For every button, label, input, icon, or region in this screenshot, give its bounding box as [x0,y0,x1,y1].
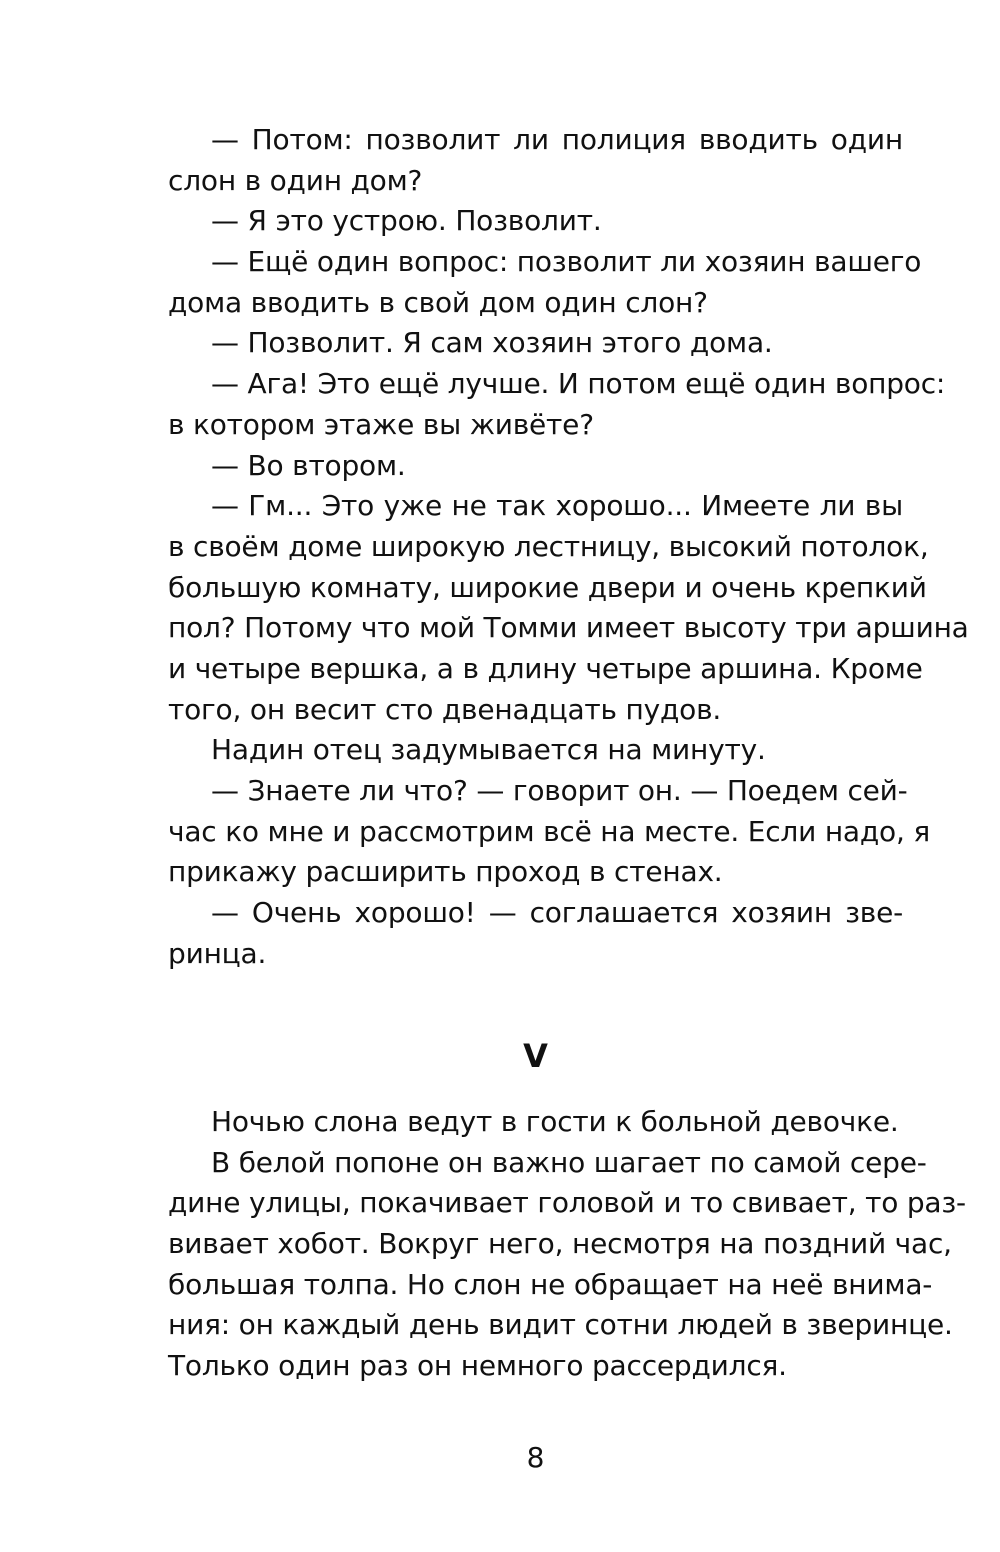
text-line: — Гм... Это уже не так хорошо... Имеете ли вы [211,489,903,523]
text-line: вивает хобот. Вокруг него, несмотря на поздний час, [168,1227,952,1261]
text-line: большую комнату, широкие двери и очень крепкий [168,570,927,604]
text-line: прикажу расширить проход в стенах. [168,855,723,889]
text-line: дине улицы, покачивает головой и то свивает, то раз- [168,1186,966,1220]
text-line: — Позволит. Я сам хозяин этого дома. [211,326,773,360]
text-line: Надин отец задумывается на минуту. [211,733,766,767]
text-line: и четыре вершка, а в длину четыре аршина. Кроме [168,651,923,685]
text-line: в своём доме широкую лестницу, высокий потолок, [168,529,929,563]
text-line: — Очень хорошо! — соглашается хозяин зве- [211,896,903,930]
text-line: в котором этаже вы живёте? [168,407,594,441]
text-line: ния: он каждый день видит сотни людей в зверинце. [168,1308,953,1342]
chapter-heading: V [523,1037,548,1075]
text-line: — Ага! Это ещё лучше. И потом ещё один вопрос: [211,367,946,401]
text-line: дома вводить в свой дом один слон? [168,285,708,319]
text-line: слон в один дом? [168,163,423,197]
text-line: Ночью слона ведут в гости к больной девочке. [211,1105,899,1138]
text-line: час ко мне и рассмотрим всё на месте. Если надо, я [168,814,931,848]
text-line: того, он весит сто двенадцать пудов. [168,692,722,726]
text-line: — Потом: позволит ли полиция вводить один [211,123,903,156]
text-line: — Я это устрою. Позволит. [211,204,602,238]
text-line: — Знаете ли что? — говорит он. — Поедем сей- [211,774,908,807]
text-line: большая толпа. Но слон не обращает на неё внима- [168,1267,933,1301]
text-block-chapter-five [168,1102,966,1387]
text-line: Только один раз он немного рассердился. [168,1349,787,1383]
text-line: В белой попоне он важно шагает по самой сере- [211,1145,927,1179]
text-line: пол? Потому что мой Томми имеет высоту три аршина [168,611,969,645]
text-block-dialogue [168,120,969,974]
text-line: — Во втором. [211,448,406,482]
text-line: ринца. [168,936,267,970]
page-number: 8 [526,1441,545,1474]
text-line: — Ещё один вопрос: позволит ли хозяин вашего [211,245,922,279]
